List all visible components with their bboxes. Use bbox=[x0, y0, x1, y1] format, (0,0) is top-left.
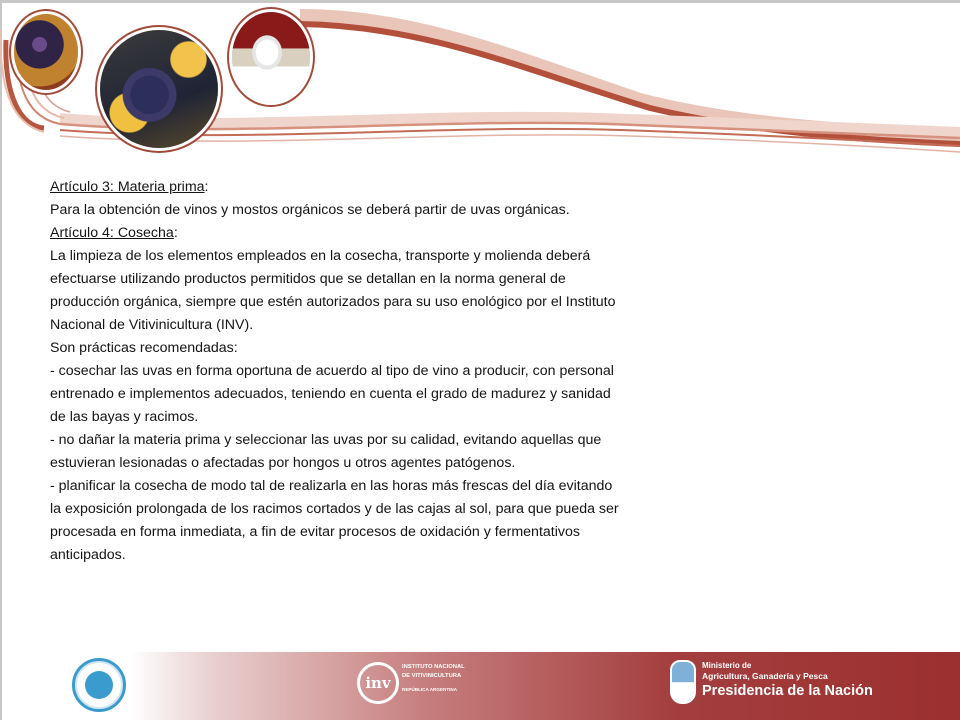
text-line: La limpieza de los elementos empleados en la cosecha, transporte y molienda deberá bbox=[50, 248, 591, 264]
article-text bbox=[50, 176, 700, 567]
text-line: entrenado e implementos adecuados, teniendo en cuenta el grado de madurez y sanidad bbox=[50, 386, 611, 402]
text-line: Para la obtención de vinos y mostos orgánicos se deberá partir de uvas orgánicas. bbox=[50, 202, 570, 218]
text-line: la exposición prolongada de los racimos cortados y de las cajas al sol, para que pueda ser bbox=[50, 501, 619, 517]
header-banner bbox=[0, 0, 960, 160]
heading-article-3: Artículo 3: Materia prima: bbox=[50, 179, 209, 195]
national-shield-icon bbox=[670, 660, 696, 704]
text-line: producción orgánica, siempre que estén autorizados para su uso enológico por el Instituto bbox=[50, 294, 616, 310]
text-line: Nacional de Vitivinicultura (INV). bbox=[50, 317, 254, 333]
inv-logo: inv bbox=[357, 662, 399, 704]
text-line: - cosechar las uvas en forma oportuna de acuerdo al tipo de vino a producir, con personal bbox=[50, 363, 614, 379]
heading-article-4: Artículo 4: Cosecha: bbox=[50, 225, 178, 241]
text-line: procesada en forma inmediata, a fin de evitar procesos de oxidación y fermentativos bbox=[50, 524, 580, 540]
text-line: efectuarse utilizando productos permitidos que se detallan en la norma general de bbox=[50, 271, 566, 287]
wine-glass-photo bbox=[232, 12, 310, 102]
inv-caption: INSTITUTO NACIONAL DE VITIVINICULTURA REPÚBLICA ARGENTINA bbox=[402, 664, 465, 692]
text-line: - planificar la cosecha de modo tal de realizarla en las horas más frescas del día evitando bbox=[50, 478, 613, 494]
text-line: estuvieran lesionadas o afectadas por hongos u otros agentes patógenos. bbox=[50, 455, 516, 471]
harvest-photo bbox=[100, 30, 218, 148]
grapes-photo bbox=[14, 14, 78, 90]
ministry-caption: Ministerio de Agricultura, Ganadería y Pesca Presidencia de la Nación bbox=[702, 661, 873, 699]
text-line: anticipados. bbox=[50, 547, 126, 563]
text-line: - no dañar la materia prima y seleccionar las uvas por su calidad, evitando aquellas que bbox=[50, 432, 602, 448]
text-line: de las bayas y racimos. bbox=[50, 409, 199, 425]
organic-seal-logo bbox=[72, 658, 126, 712]
text-line: Son prácticas recomendadas: bbox=[50, 340, 238, 356]
footer-logos bbox=[0, 648, 960, 720]
